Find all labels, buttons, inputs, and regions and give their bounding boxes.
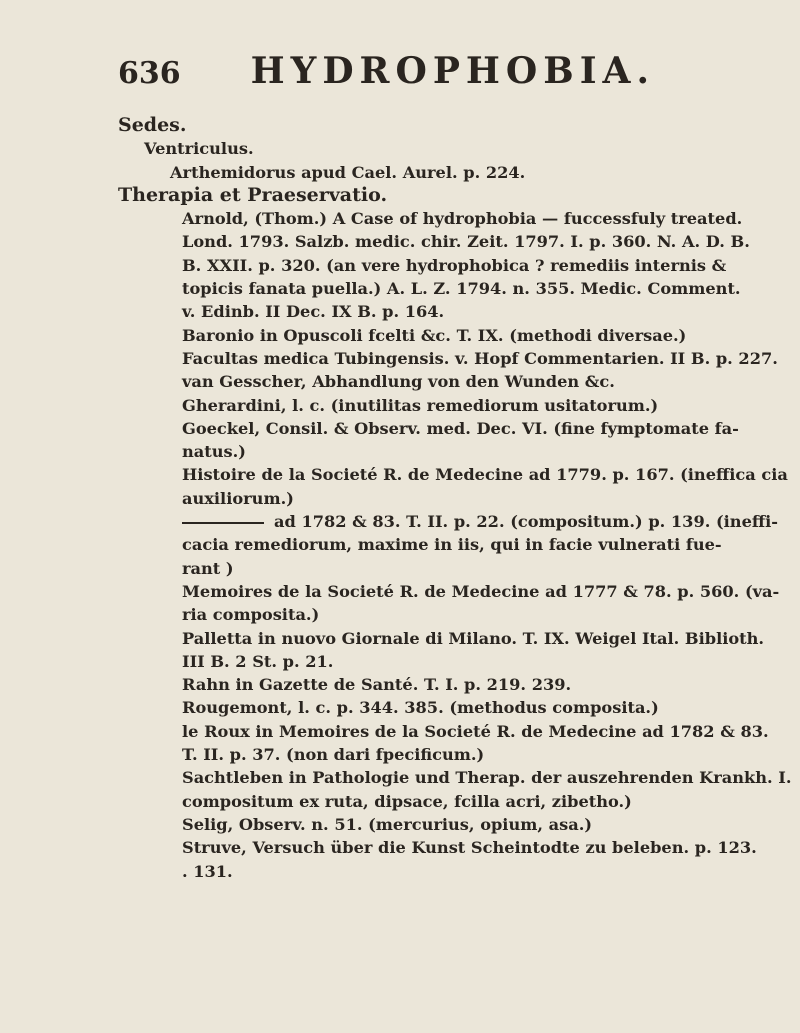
entry-line: le Roux in Memoires de la Societé R. de Medecine ad 1782 & 83. — [182, 721, 769, 741]
bibliography-entry — [118, 207, 768, 323]
entry-line: Goeckel, Consil. & Observ. med. Dec. VI. (fine fymptomate fa- — [182, 418, 739, 438]
entry-line: Rahn in Gazette de Santé. T. I. p. 219. 239. — [182, 675, 572, 695]
entry-line: topicis fanata puella.) A. L. Z. 1794. n. 355. Medic. Comment. — [182, 279, 741, 299]
entry-line: T. II. p. 37. (non dari fpecificum.) — [182, 745, 485, 765]
entry-line: B. XXII. p. 320. (an vere hydrophobica ? remediis internis & — [182, 255, 727, 275]
entry-line: ria composita.) — [182, 605, 320, 625]
entry-line: ad 1782 & 83. T. II. p. 22. (compositum.) p. 139. (ineffi- — [210, 510, 768, 533]
entry-line: van Gesscher, Abhandlung von den Wunden &c. — [182, 372, 615, 392]
section-heading-sedes: Sedes. — [118, 114, 187, 136]
entry-line: Memoires de la Societé R. de Medecine ad 1777 & 78. p. 560. (va- — [182, 581, 780, 601]
entry-line: Palletta in nuovo Giornale di Milano. T. IX. Weigel Ital. Biblioth. — [182, 628, 765, 648]
bibliography-entry — [118, 417, 768, 464]
bibliography-entry — [118, 673, 768, 696]
sedes-sub: Ventriculus. — [144, 139, 254, 159]
entry-line: natus.) — [182, 442, 246, 462]
bibliography-entry — [118, 627, 768, 674]
bibliography-entry — [118, 394, 768, 417]
entry-line: Arnold, (Thom.) A Case of hydrophobia — fuccessfuly treated. — [182, 209, 743, 229]
entry-line: v. Edinb. II Dec. IX B. p. 164. — [182, 302, 445, 322]
bibliography-entry — [118, 720, 768, 767]
entry-line: auxiliorum.) — [182, 488, 294, 508]
entry-line: compositum ex ruta, dipsace, fcilla acri, zibetho.) — [182, 791, 632, 811]
page-number: 636 — [118, 56, 181, 91]
entry-line: III B. 2 St. p. 21. — [182, 651, 334, 671]
bibliography-entry — [118, 463, 788, 510]
entry-line: Sachtleben in Pathologie und Therap. der auszehrenden Krankh. I. — [182, 768, 792, 788]
entry-line: rant ) — [182, 558, 234, 578]
ditto-dash — [182, 522, 264, 524]
running-title: HYDROPHOBIA. — [250, 50, 656, 92]
entry-line: Struve, Versuch über die Kunst Scheintodte zu beleben. p. 123. — [182, 838, 757, 858]
section-heading-therapia: Therapia et Praeservatio. — [118, 183, 388, 206]
entry-line: cacia remediorum, maxime in iis, qui in facie vulnerati fue- — [182, 535, 722, 555]
entry-line: Rougemont, l. c. p. 344. 385. (methodus composita.) — [182, 698, 659, 718]
bibliography-entry — [118, 324, 768, 347]
bibliography-entry — [118, 510, 779, 580]
sedes-ref: Arthemidorus apud Cael. Aurel. p. 224. — [170, 162, 526, 182]
bibliography-entry — [118, 580, 780, 627]
bibliography-entry — [118, 696, 768, 719]
therapia-entries — [118, 207, 792, 883]
bibliography-entry — [118, 347, 778, 394]
entry-line: Selig, Observ. n. 51. (mercurius, opium, asa.) — [182, 814, 593, 834]
entry-line: Histoire de la Societé R. de Medecine ad 1779. p. 167. (ineffica cia — [182, 465, 788, 485]
bibliography-entry — [118, 813, 768, 836]
page-body — [118, 114, 792, 883]
entry-line: Facultas medica Tubingensis. v. Hopf Commentarien. II B. p. 227. — [182, 348, 778, 368]
entry-line: Gherardini, l. c. (inutilitas remediorum usitatorum.) — [182, 395, 659, 415]
bibliography-entry — [118, 766, 792, 813]
entry-line: . 131. — [182, 861, 233, 881]
page-header — [118, 50, 758, 92]
bibliography-entry — [118, 836, 768, 883]
entry-line: Lond. 1793. Salzb. medic. chir. Zeit. 1797. I. p. 360. N. A. D. B. — [182, 232, 750, 252]
entry-line: Baronio in Opuscoli fcelti &c. T. IX. (methodi diversae.) — [182, 325, 687, 345]
